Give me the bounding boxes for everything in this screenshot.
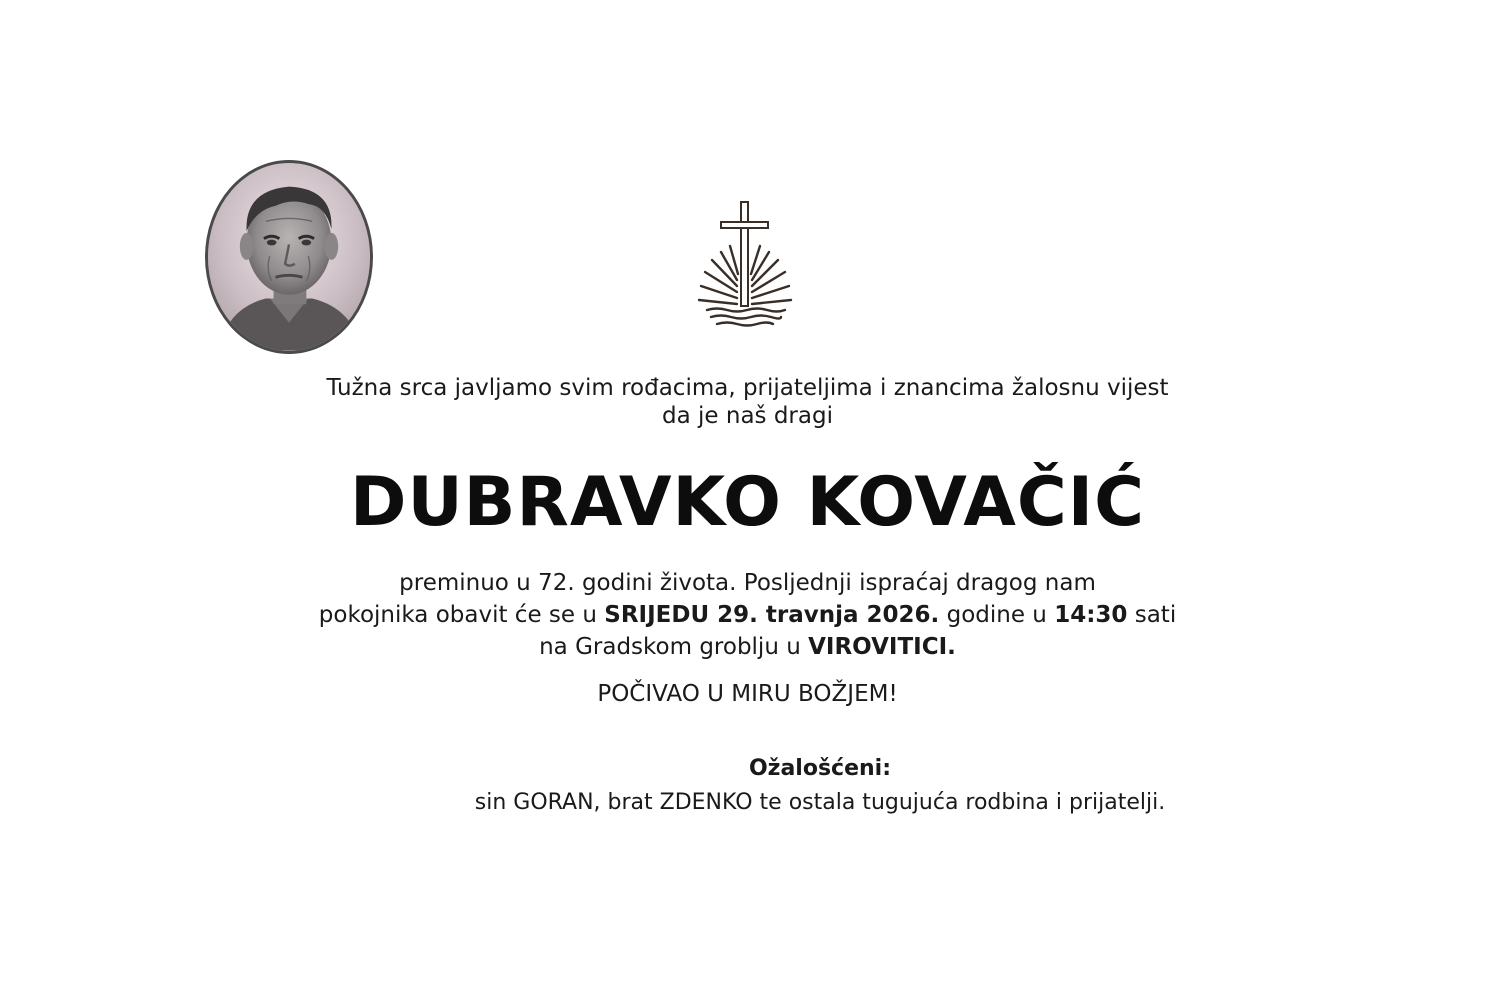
funeral-details <box>250 567 1245 663</box>
portrait-photo <box>208 163 370 351</box>
funeral-date: SRIJEDU 29. travnja 2026. <box>604 602 940 628</box>
details-line-1: preminuo u 72. godini života. Posljednji ispraćaj dragog nam <box>399 570 1096 596</box>
details-line-3-start: na Gradskom groblju u <box>539 634 809 660</box>
funeral-time: 14:30 <box>1054 602 1128 628</box>
mourners-title: Ožalošćeni: <box>748 756 892 781</box>
cross-sunrise-icon <box>697 200 793 330</box>
deceased-portrait <box>205 160 373 354</box>
details-line-2-end: sati <box>1127 602 1177 628</box>
deceased-name: DUBRAVKO KOVAČIĆ <box>350 463 1145 542</box>
details-line-2-start: pokojnika obavit će se u <box>318 602 605 628</box>
funeral-place: VIROVITICI. <box>808 634 956 660</box>
intro-line-2: da je naš dragi <box>662 403 833 429</box>
intro-text <box>250 374 1245 430</box>
details-line-2-mid: godine u <box>939 602 1055 628</box>
details-line-2 <box>250 599 1245 631</box>
details-line-3 <box>250 631 1245 663</box>
intro-line-1: Tužna srca javljamo svim rođacima, prijateljima i znancima žalosnu vijest <box>326 375 1169 401</box>
mourners-list: sin GORAN, brat ZDENKO te ostala tugujuća rodbina i prijatelji. <box>474 790 1166 815</box>
rest-in-peace: POČIVAO U MIRU BOŽJEM! <box>597 681 898 707</box>
